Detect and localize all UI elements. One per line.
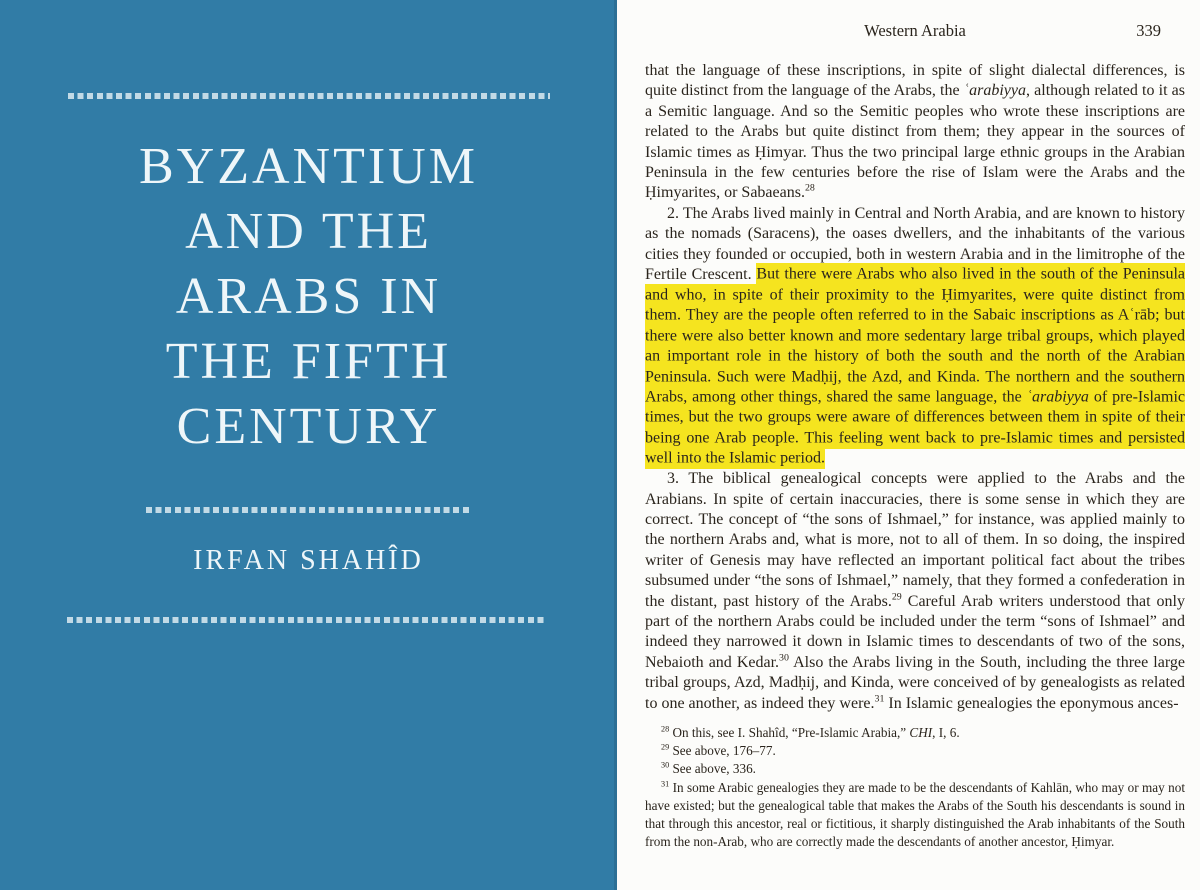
- text-run: See above, 336.: [669, 761, 756, 777]
- text-run: , although related to it as a Semitic language. And so the Semitic peoples who wrote these inscriptions are related to the Arabs but quite distinct from them; they appear in the sources of Islamic times as Ḥimyar. Thus the two principal large ethnic groups in the Arabian Peninsula in the few centuries before the rise of Islam were the Arabs and the Ḥimyarites, or Sabaeans.: [645, 82, 1186, 202]
- text-run: CHI: [909, 725, 933, 740]
- page-header: [645, 21, 1185, 41]
- text-run: On this, see I. Shahîd, “Pre-Islamic Arabia,”: [669, 725, 910, 740]
- cover-author: IRFAN SHAHÎD: [193, 545, 424, 576]
- text-run: In Islamic genealogies the eponymous ances-: [884, 694, 1179, 712]
- cover-title-line: THE FIFTH: [165, 333, 452, 390]
- highlighted-text: of pre-Islamic times, but the two groups were aware of differences between them in spite of their being one Arab people. This feeling went back to pre-Islamic times and persisted well into the Islamic period.: [645, 386, 1185, 469]
- footnote-reference: 30: [779, 652, 789, 664]
- page-footnotes: [645, 724, 1185, 851]
- footnote-reference: 28: [804, 183, 815, 195]
- highlighted-text: But there were Arabs who also lived in the south of the Peninsula and who, in spite of their proximity to the Ḥimyarites, were quite distinct from them. They are the people often referred to in the Sabaic inscriptions as Aʿrāb; but there were also better known and more sedentary large tribal groups, which played an important role in the history of both the south and the north of the Arabian Peninsula. Such were Madḥij, the Azd, and Kinda. The northern and the southern Arabs, among other things, shared the same language, the: [645, 263, 1185, 408]
- highlighted-text: ʿarabiyya: [1027, 386, 1089, 408]
- cover-title-line: ARABS IN: [175, 268, 442, 325]
- body-paragraph: [645, 204, 1185, 469]
- book-page: [617, 0, 1200, 890]
- footnote-reference: 28: [661, 724, 670, 734]
- footnote-reference: 29: [661, 742, 670, 752]
- footnote: [645, 760, 1185, 778]
- text-run: Also the Arabs living in the South, including the three large tribal groups, Azd, Madḥij, and Kinda, were conceived of by genealogists as related to one another, as indeed they were.: [645, 653, 1185, 712]
- cover-dotted-rule-middle: [146, 507, 472, 513]
- page-text-block: [645, 0, 1185, 851]
- text-run: In some Arabic genealogies they are made to be the descendants of Kahlān, who may or may not have existed; but the genealogical table that makes the Arabs of the South his descendants is sound in that through this ancestor, real or fictitious, it sharply distinguished the Arab inhabitants of the South from the non-Arab, who are correctly made the descendants of another ancestor, Ḥimyar.: [645, 779, 1185, 850]
- text-run: ʿarabiyya: [963, 82, 1026, 100]
- cover-title: [0, 134, 617, 459]
- text-run: 3. The biblical genealogical concepts were applied to the Arabs and the Arabians. In spite of certain inaccuracies, there is some sense in which they are correct. The concept of “the sons of Ishmael,” for instance, was applied mainly to the northern Arabs and, what is more, not to all of them. In so doing, the inspired writer of Genesis may have reflected an important political fact about the tribes subsumed under “the sons of Ishmael,” namely, that they formed a confederation in the distant, past history of the Arabs.: [645, 470, 1185, 610]
- page-number: 339: [1136, 21, 1161, 40]
- body-paragraph: [645, 61, 1185, 204]
- cover-dotted-rule-top: [68, 93, 550, 99]
- text-run: 2. The Arabs lived mainly in Central and North Arabia, and are known to history as the nomads (Saracens), the oases dwellers, and the inhabitants of the various cities they founded or occupied, both in western Arabia and in the limitrophe of the Fertile Crescent.: [645, 204, 1185, 284]
- footnote-reference: 31: [874, 693, 885, 705]
- text-run: , I, 6.: [932, 725, 960, 740]
- text-run: See above, 176–77.: [669, 743, 776, 759]
- footnote: [645, 724, 1185, 742]
- footnote-reference: 31: [661, 779, 670, 789]
- cover-title-line: BYZANTIUM: [139, 138, 478, 195]
- footnote-reference: 29: [891, 591, 902, 603]
- footnote: [645, 779, 1185, 852]
- cover-dotted-rule-bottom: [67, 617, 547, 623]
- body-paragraph: [645, 469, 1185, 714]
- cover-title-line: CENTURY: [176, 398, 441, 455]
- text-run: Careful Arab writers understood that only part of the northern Arabs could be included under the term “sons of Ishmael” and indeed they narrowed it down in Islamic times to descendants of two of the sons, Nebaioth and Kedar.: [645, 592, 1186, 671]
- page-body: [645, 61, 1185, 714]
- footnote: [645, 742, 1185, 760]
- running-head: Western Arabia: [864, 21, 966, 40]
- text-run: that the language of these inscriptions, in spite of slight dialectal differences, is quite distinct from the language of the Arabs, the: [645, 62, 1185, 100]
- cover-title-line: AND THE: [185, 203, 432, 260]
- footnote-reference: 30: [661, 761, 670, 771]
